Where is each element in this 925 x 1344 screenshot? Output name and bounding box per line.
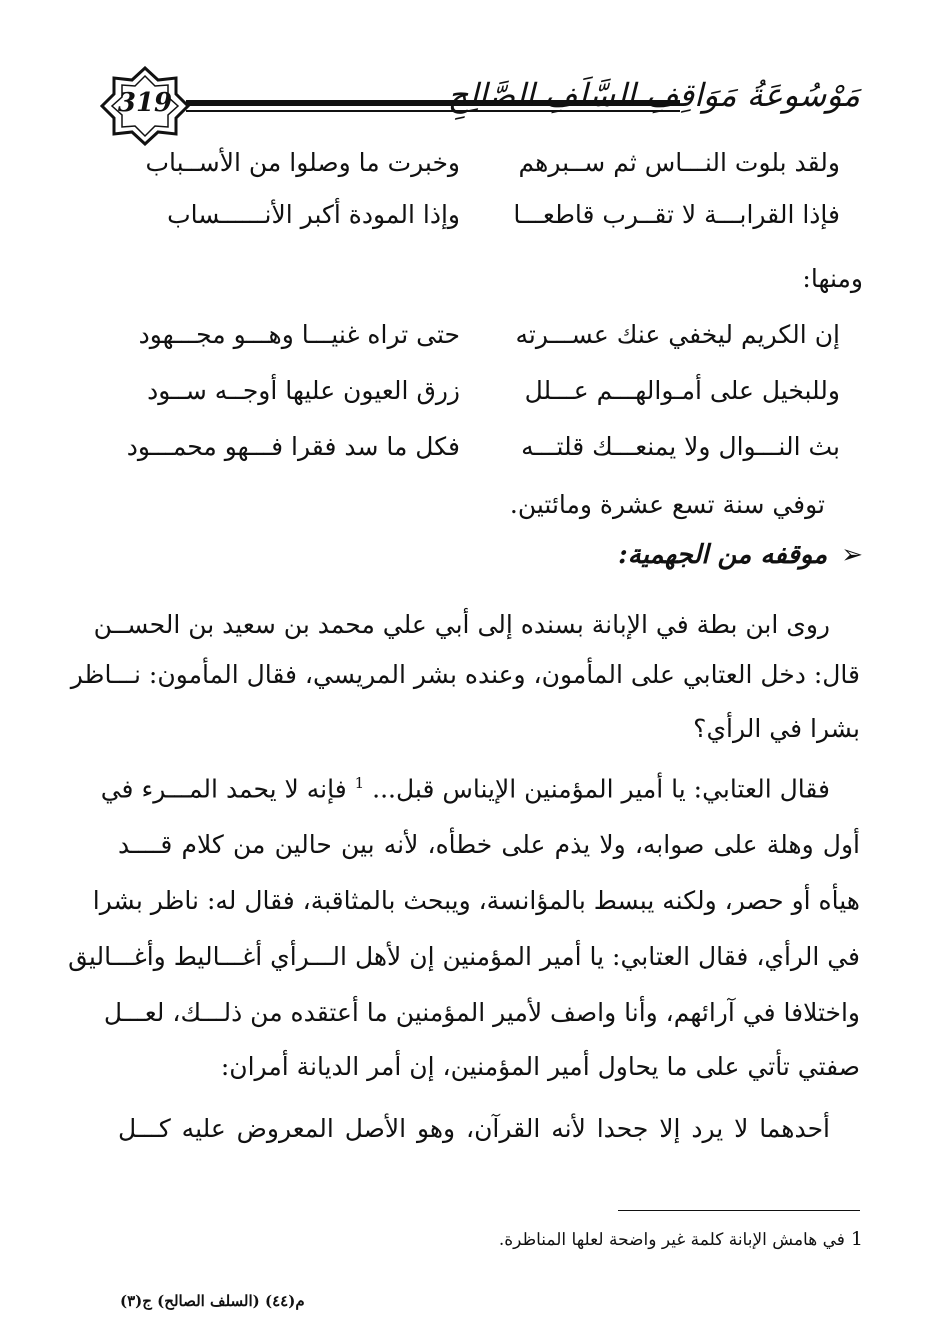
- paragraph-line: أحدهما لا يرد إلا جحدا لأنه القرآن، وهو الأصل المعروض عليه كـــل: [118, 1114, 830, 1143]
- paragraph-line: في الرأي، فقال العتابي: يا أمير المؤمنين إن لأهل الـــرأي أغـــاليط وأغـــاليق: [68, 942, 860, 971]
- printer-signature: م(٤٤) (السلف الصالح) ج(٣): [120, 1292, 305, 1310]
- section-heading-text: موقفه من الجهمية:: [618, 540, 828, 570]
- page-header: [100, 66, 860, 146]
- arrow-bullet-icon: ➢: [841, 540, 863, 570]
- paragraph-line: أول وهلة على صوابه، ولا يذم على خطأه، لأنه بين حالين من كلام قــــد: [118, 830, 860, 859]
- verse-second-hemistich: وخبرت ما وصلوا من الأســباب: [145, 148, 460, 177]
- footnote-marker: 1: [850, 1228, 863, 1250]
- verse-first-hemistich: بث النـــوال ولا يمنعـــك قلتـــه: [521, 432, 840, 461]
- verse-row: [120, 200, 840, 246]
- paragraph-line: [100, 774, 830, 804]
- page-number: 319: [117, 88, 173, 118]
- book-title: مَوْسُوعَةُ مَوَاقِفِ السَّلَفِ الصَّالِحِ: [447, 76, 860, 114]
- section-heading: [618, 540, 863, 570]
- paragraph-line: واختلافا في آرائهم، وأنا واصف لأمير المؤمنين ما أعتقده من ذلـــك، لعـــل: [103, 998, 860, 1027]
- verse-second-hemistich: زرق العيون عليها أوجــه ســود: [147, 376, 460, 405]
- paragraph-text: فقال العتابي: يا أمير المؤمنين الإيناس قبل...: [364, 774, 830, 804]
- verse-first-hemistich: وللبخيل على أمـوالهـــم عـــلل: [524, 376, 840, 405]
- page-number-badge: [100, 66, 190, 146]
- footnote-text: في هامش الإبانة كلمة غير واضحة لعلها المناظرة.: [498, 1230, 845, 1250]
- intro-line: ومنها:: [802, 264, 863, 293]
- footnote: [499, 1228, 863, 1250]
- paragraph-line: هيأه أو حصر، ولكنه يبسط بالمؤانسة، ويبحث بالمثاقبة، فقال له: ناظر بشرا: [92, 886, 860, 915]
- paragraph-line: صفتي تأتي على ما يحاول أمير المؤمنين، إن أمر الديانة أمران:: [220, 1052, 860, 1081]
- death-date-line: توفي سنة تسع عشرة ومائتين.: [509, 490, 825, 519]
- footnote-separator: [618, 1210, 860, 1211]
- verse-row: [120, 148, 840, 194]
- verse-first-hemistich: فإذا القرابـــة لا تقــرب قاطعـــا: [513, 200, 840, 229]
- verse-second-hemistich: وإذا المودة أكبر الأنــــــساب: [167, 200, 460, 229]
- paragraph-line: روى ابن بطة في الإبانة بسنده إلى أبي علي محمد بن سعيد بن الحســن: [93, 610, 830, 639]
- paragraph-text: فإنه لا يحمد المـــرء في: [100, 774, 355, 804]
- footnote-reference[interactable]: 1: [354, 774, 365, 792]
- verse-first-hemistich: ولقد بلوت النـــاس ثم ســبرهم: [518, 148, 840, 177]
- paragraph-line: بشرا في الرأي؟: [693, 714, 860, 743]
- verse-first-hemistich: إن الكريم ليخفي عنك عســـرته: [515, 320, 840, 349]
- verse-row: [120, 376, 840, 422]
- paragraph-line: قال: دخل العتابي على المأمون، وعنده بشر المريسي، فقال المأمون: نـــاظر: [70, 660, 860, 689]
- verse-second-hemistich: حتى تراه غنيـــا وهـــو مجـــهود: [138, 320, 460, 349]
- verse-row: [120, 432, 840, 478]
- verse-row: [120, 320, 840, 366]
- verse-second-hemistich: فكل ما سد فقرا فـــهو محمـــود: [126, 432, 460, 461]
